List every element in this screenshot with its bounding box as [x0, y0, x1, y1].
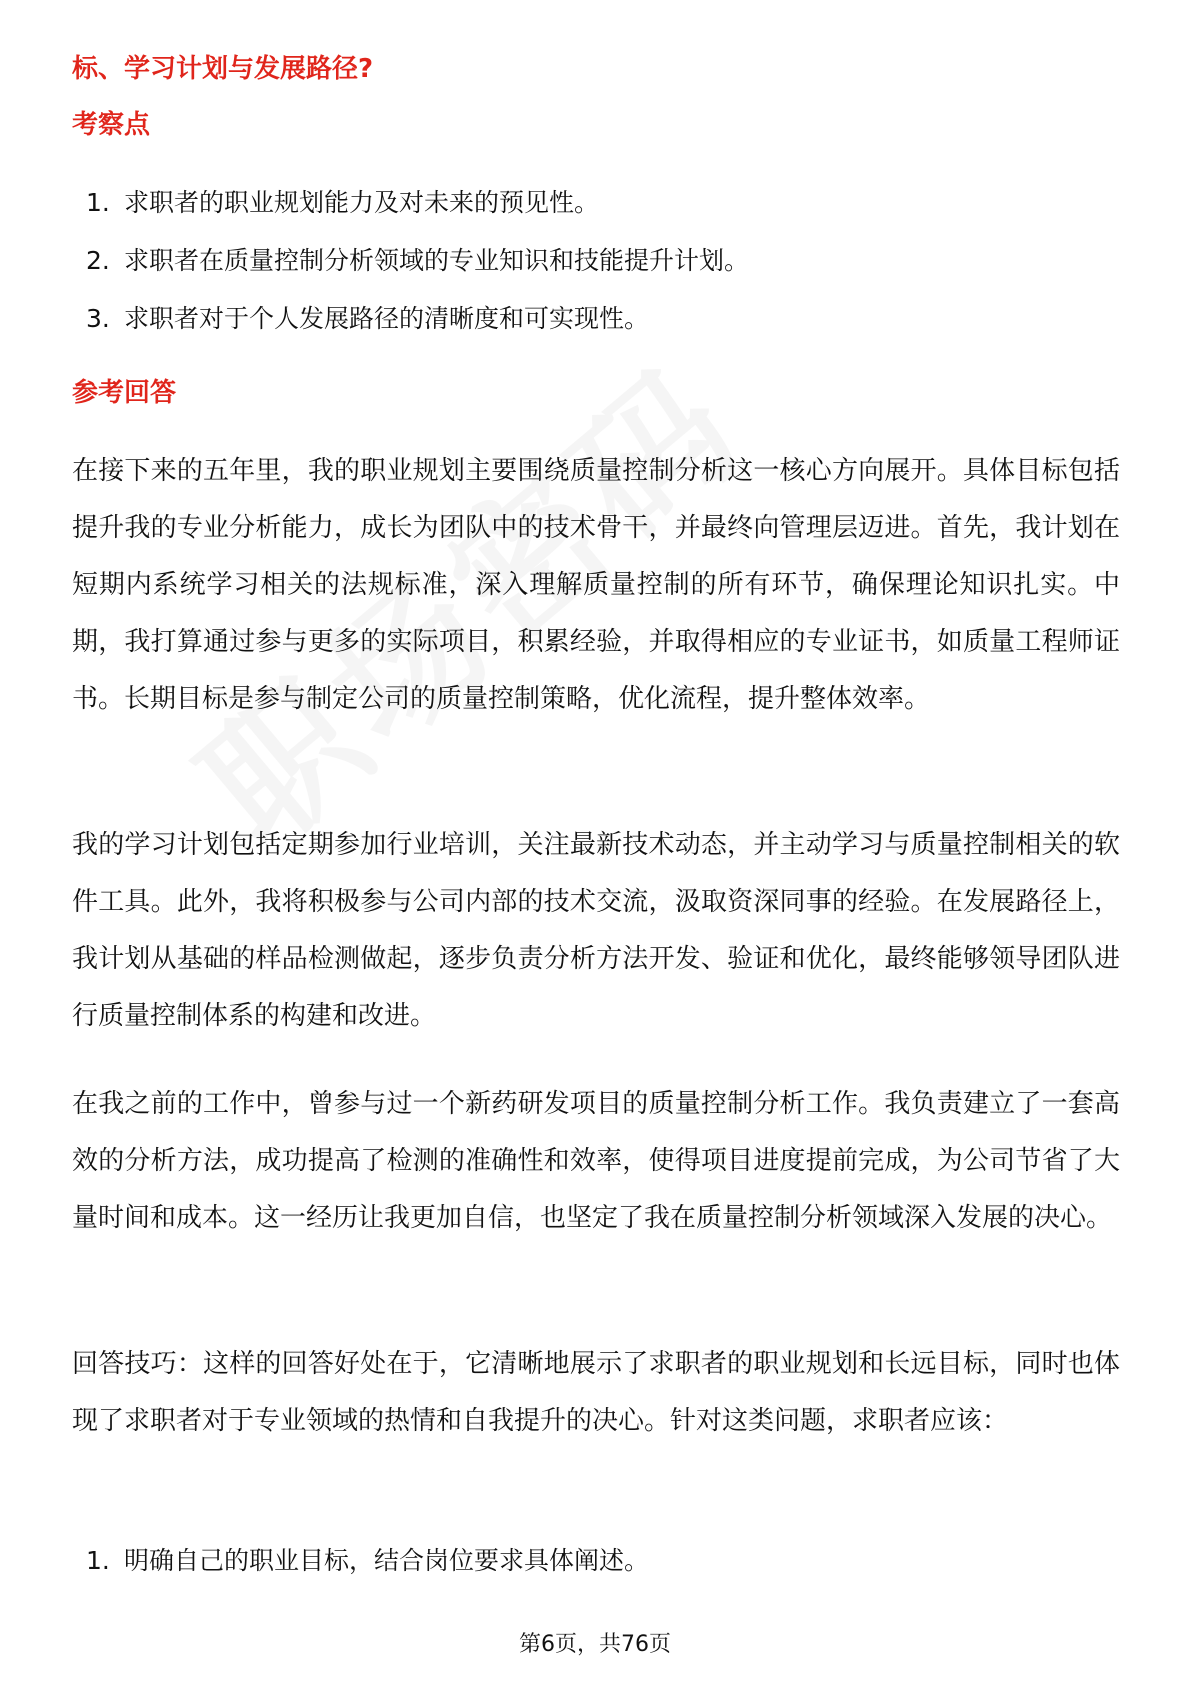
- answer-paragraph: 在我之前的工作中，曾参与过一个新药研发项目的质量控制分析工作。我负责建立了一套高效的分析方法，成功提高了检测的准确性和效率，使得项目进度提前完成，为公司节省了大量时间和成本。这一经历让我更加自信，也坚定了我在质量控制分析领域深入发展的决心。: [72, 1089, 1120, 1233]
- question-title: 标、学习计划与发展路径?: [72, 54, 374, 84]
- points-heading: 考察点: [72, 110, 151, 140]
- list-item: [86, 1532, 649, 1590]
- list-number: 2.: [86, 246, 110, 275]
- answer-paragraph: 我的学习计划包括定期参加行业培训，关注最新技术动态，并主动学习与质量控制相关的软件工具。此外，我将积极参与公司内部的技术交流，汲取资深同事的经验。在发展路径上，我计划从基础的样品检测做起，逐步负责分析方法开发、验证和优化，最终能够领导团队进行质量控制体系的构建和改进。: [72, 830, 1120, 1031]
- points-list: [86, 174, 749, 348]
- list-item: [86, 232, 749, 290]
- answer-paragraph: 在接下来的五年里，我的职业规划主要围绕质量控制分析这一核心方向展开。具体目标包括提升我的专业分析能力，成长为团队中的技术骨干，并最终向管理层迈进。首先，我计划在短期内系统学习相关的法规标准，深入理解质量控制的所有环节，确保理论知识扎实。中期，我打算通过参与更多的实际项目，积累经验，并取得相应的专业证书，如质量工程师证书。长期目标是参与制定公司的质量控制策略，优化流程，提升整体效率。: [72, 456, 1120, 714]
- list-number: 3.: [86, 304, 110, 333]
- list-text: 求职者对于个人发展路径的清晰度和可实现性。: [124, 304, 650, 333]
- answer-heading: 参考回答: [72, 378, 177, 408]
- tips-paragraph: 回答技巧：这样的回答好处在于，它清晰地展示了求职者的职业规划和长远目标，同时也体现了求职者对于专业领域的热情和自我提升的决心。针对这类问题，求职者应该：: [72, 1349, 1120, 1436]
- list-number: 1.: [86, 1546, 110, 1575]
- list-text: 求职者在质量控制分析领域的专业知识和技能提升计划。: [124, 246, 750, 275]
- list-text: 求职者的职业规划能力及对未来的预见性。: [124, 188, 600, 217]
- tips-list: [86, 1532, 649, 1590]
- page-number: 第6页，共76页: [519, 1632, 671, 1657]
- list-text: 明确自己的职业目标，结合岗位要求具体阐述。: [124, 1546, 650, 1575]
- list-item: [86, 174, 749, 232]
- list-number: 1.: [86, 188, 110, 217]
- list-item: [86, 290, 749, 348]
